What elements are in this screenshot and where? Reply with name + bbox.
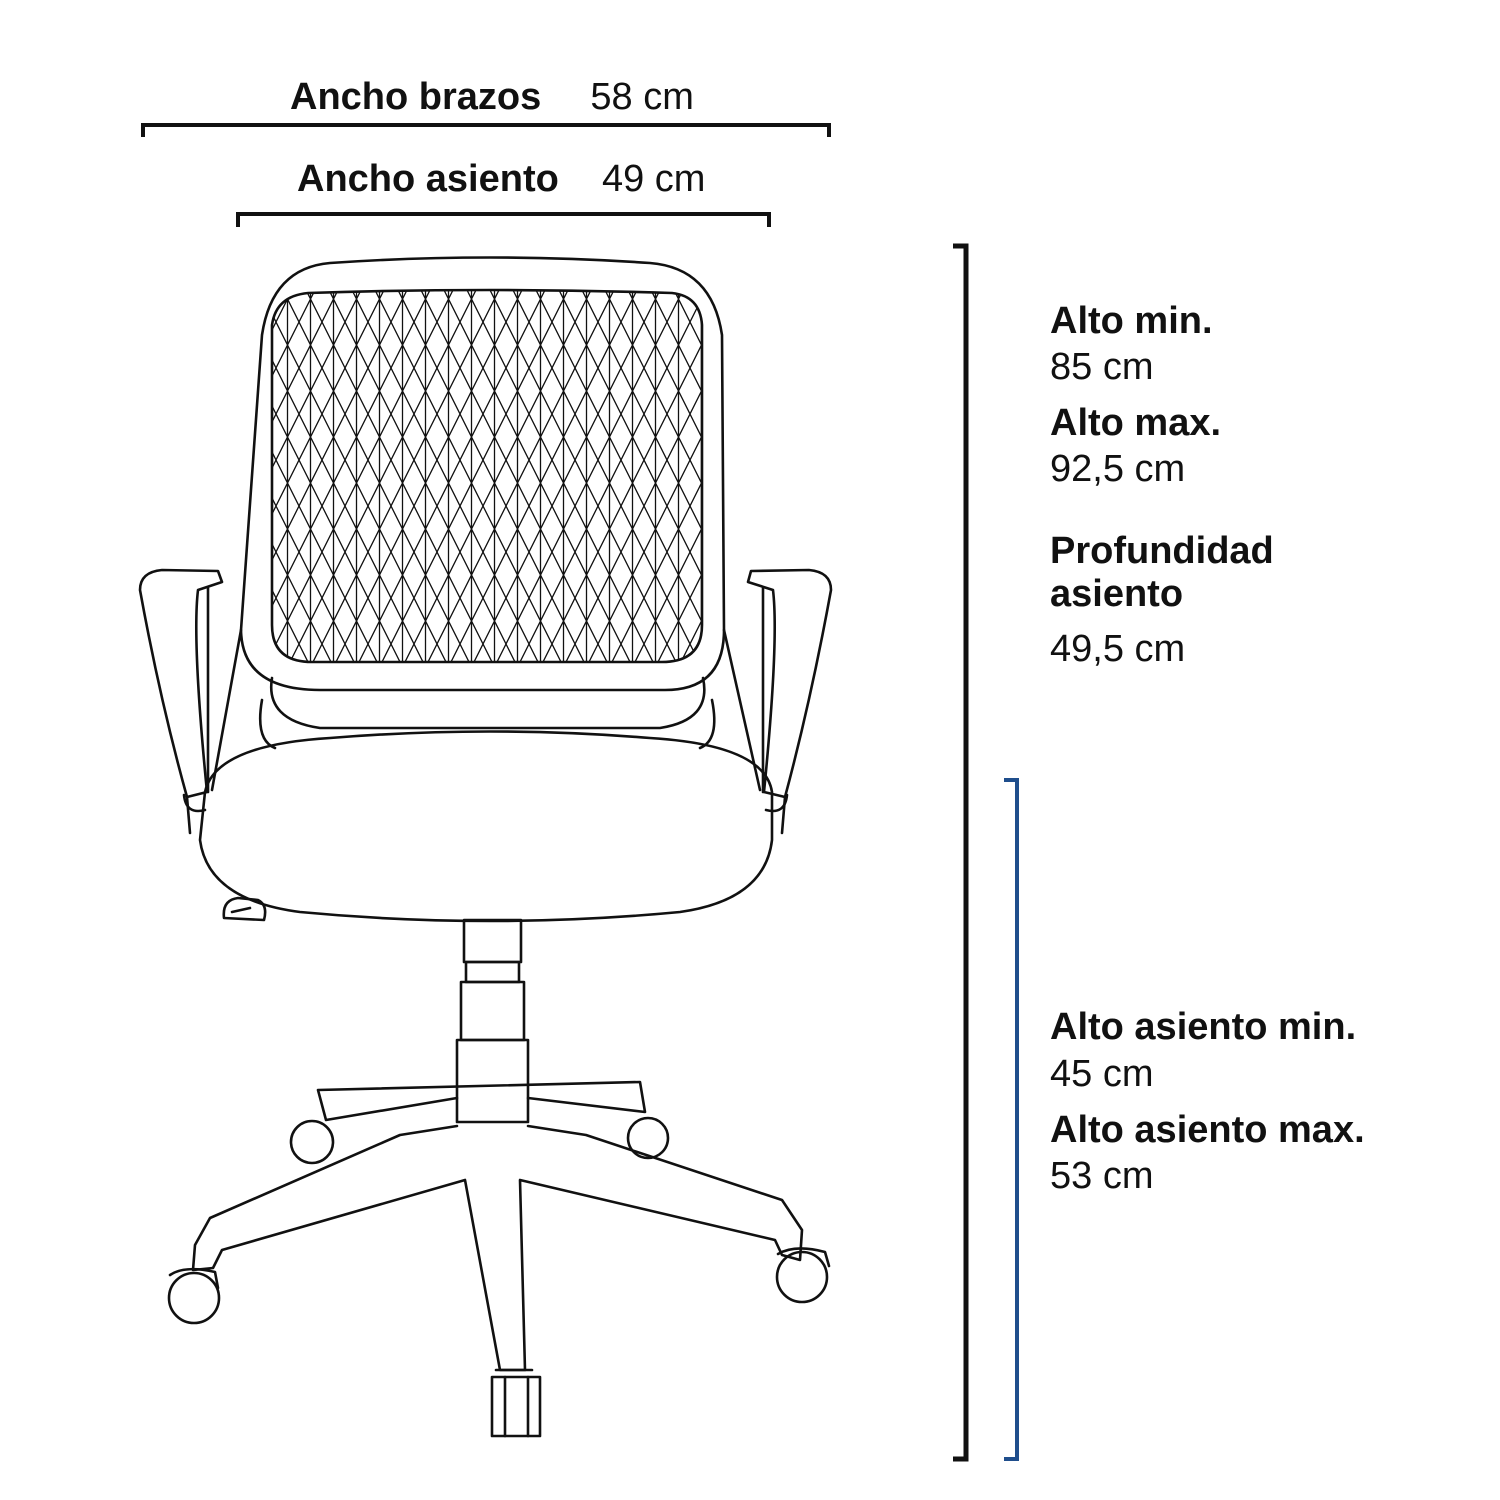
caster-back-left [291, 1121, 333, 1163]
seat-width-bracket [238, 214, 769, 227]
arms-width-label: Ancho brazos [290, 76, 542, 118]
seat-height-max-value: 53 cm [1050, 1155, 1154, 1197]
star-base [193, 1082, 802, 1370]
seat-depth-label-line1: Profundidad [1050, 530, 1274, 572]
seat-width-value: 49 cm [601, 158, 706, 200]
caster-front [492, 1377, 540, 1436]
height-min-label: Alto min. [1050, 300, 1213, 342]
seat-depth-value: 49,5 cm [1050, 628, 1186, 670]
right-armrest [748, 570, 831, 797]
seat-depth-label-line2: asiento [1050, 573, 1184, 615]
chair-illustration [140, 258, 831, 1437]
height-min-value: 85 cm [1050, 346, 1154, 388]
arms-width-value: 58 cm [590, 76, 694, 118]
left-armrest [140, 570, 222, 797]
seat-height-min-value: 45 cm [1050, 1053, 1154, 1095]
total-height-bracket [953, 246, 966, 1459]
cylinder-middle [461, 982, 524, 1040]
cylinder-base [457, 1040, 528, 1122]
seat-width-label: Ancho asiento [297, 158, 559, 200]
seat-cushion [200, 732, 772, 922]
height-max-label: Alto max. [1050, 402, 1222, 444]
height-max-value: 92,5 cm [1050, 448, 1186, 490]
back-support [271, 678, 704, 728]
arms-width-bracket [143, 125, 829, 137]
caster-right [777, 1252, 827, 1302]
cylinder-top [464, 920, 521, 962]
caster-back-right [628, 1118, 668, 1158]
caster-left [169, 1273, 219, 1323]
seat-height-min-label: Alto asiento min. [1050, 1006, 1357, 1048]
seat-height-bracket [1004, 780, 1017, 1459]
seat-height-max-label: Alto asiento max. [1050, 1109, 1365, 1151]
